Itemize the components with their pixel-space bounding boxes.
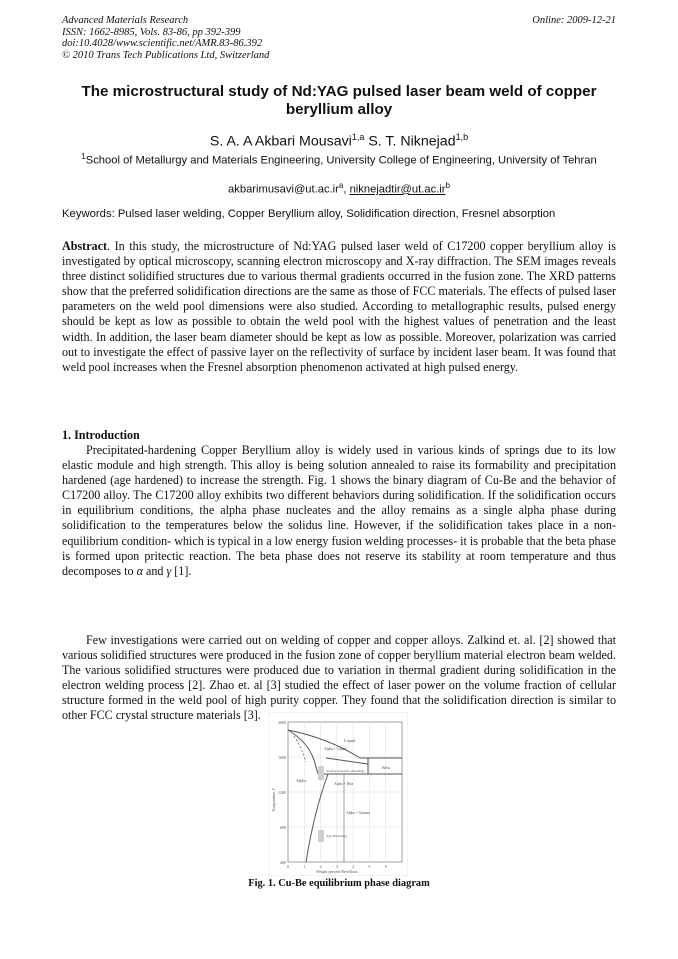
gamma-symbol: γ: [166, 563, 172, 578]
section-heading-introduction: 1. Introduction: [62, 428, 140, 442]
email-separator: ,: [343, 183, 350, 196]
affiliation-text: School of Metallurgy and Materials Engineering, University College of Engineering, University of Tehran: [85, 154, 597, 167]
label-age-hardening: Age Hardening: [326, 834, 347, 838]
intro-p1-end: [1].: [171, 563, 192, 578]
y-tick: 400: [280, 860, 286, 865]
author-emails: [62, 179, 616, 197]
journal-header: [62, 15, 616, 61]
online-date: Online: 2009-12-21: [532, 15, 616, 26]
journal-copyright: © 2010 Trans Tech Publications Ltd, Switzerland: [62, 49, 270, 61]
affiliation: [62, 150, 616, 168]
intro-paragraph-2: Few investigations were carried out on welding of copper and copper alloys. Zalkind et. al. [2] showed that various solidified structures were produced in the fusion zone of copper beryllium material electron beam welded. The various solidified structures were produced due to variation in thermal gradient during solidification in the electron welding process [2]. Zhao et. al [3] studied the effect of laser power on the volume fraction of cellular structure formed in the weld pool of high purity copper. They found that the solidification direction is similar to other FCC crystal structure materials [3].: [62, 633, 616, 723]
author-1: S. A. A Akbari Mousavi: [209, 133, 352, 150]
y-tick: 1200: [278, 790, 286, 795]
email-2-sup: b: [445, 181, 450, 190]
abstract-text: . In this study, the microstructure of Nd:YAG pulsed laser weld of C17200 copper beryllium alloy is investigated by optical microscopy, scanning electron microscopy and X-ray diffraction. The SEM images reveals three distinct solidified structures due to various thermal gradients occurred in the fusion zone. The XRD patterns show that the preferred solidification directions are the same as those of FCC materials. The effects of pulsed laser parameters on the weld pool dimensions were also studied. According to metallographic results, pulsed energy should be kept as low as possible to obtain the weld pool with the highest values of penetration and the least width. In addition, the laser beam diameter should be kept as low as possible. Moreover, polarization was carried out to investigate the effect of passive layer on the reflectivity of surface by incident laser beam. It was found that weld pool increases when the Fresnel absorption phenomenon activated at high pulsed energy.: [62, 239, 617, 374]
x-tick: 4: [352, 864, 355, 869]
journal-name: Advanced Materials Research: [62, 15, 189, 26]
label-alpha-gamma: Alpha + Gamma: [346, 811, 370, 815]
label-beta: Beta: [382, 765, 390, 770]
x-tick: 2: [319, 864, 322, 869]
solution-treatment-zone: [318, 766, 324, 780]
x-tick: 6: [384, 864, 387, 869]
keywords: Keywords: Pulsed laser welding, Copper Beryllium alloy, Solidification direction, Fresnel absorption: [62, 208, 556, 220]
email-2-link[interactable]: niknejadtir@ut.ac.ir: [349, 183, 446, 196]
y-tick: 800: [280, 825, 286, 830]
x-tick: 0: [287, 864, 289, 869]
figure-phase-diagram: [268, 712, 408, 876]
intro-paragraph-1: [62, 443, 616, 579]
author-1-sup: 1,a: [351, 132, 365, 142]
age-hardening-zone: [318, 830, 324, 842]
email-1-sup: a: [338, 181, 344, 190]
abstract-label: Abstract: [62, 239, 108, 253]
x-tick: 1: [303, 864, 306, 869]
y-axis-label: Temperature, F: [271, 787, 276, 812]
author-2: S. T. Niknejad: [368, 133, 456, 150]
phase-diagram-svg: [268, 712, 408, 876]
x-tick: 3: [335, 864, 338, 869]
figure-frame: [268, 712, 408, 876]
journal-doi: doi:10.4028/www.scientific.net/AMR.83-86.392: [62, 38, 263, 50]
label-alpha-liquid: Alpha + Liquid: [324, 747, 347, 751]
paper-title: The microstructural study of Nd:YAG pulsed laser beam weld of copper beryllium alloy: [81, 83, 597, 118]
label-solution-treatment: Solution Treatment (Annealing): [326, 769, 365, 773]
alpha-symbol: α: [136, 563, 143, 578]
label-alpha-beta: Alpha + Beta: [334, 782, 354, 786]
intro-p1-text: Precipitated-hardening Copper Beryllium alloy is widely used in various kinds of springs due to its low elastic module and high strength. This alloy is being solution annealed to raise its formability and precipitation hardened (age hardened) to increase the strength. Fig. 1 shows the binary diagram of Cu-Be and the behavior of C17200 alloy. The C17200 alloy exhibits two different behaviors during solidification. If the solidification occurs in equilibrium conditions, the alpha phase nucleates and the alloy remains as a single alpha phase during solidification to the temperatures below the solidus line. However, if the solidification takes place in a non-equilibrium condition- which is typical in a low energy fusion welding processes- it is probable that the beta phase is formed upon pritectic reaction. The beta phase does not reserve its stability at room temperature and thus decomposes to: [62, 443, 616, 578]
journal-issn: ISSN: 1662-8985, Vols. 83-86, pp 392-399: [62, 26, 241, 38]
and-text: and: [142, 563, 167, 578]
author-2-sup: 1,b: [455, 132, 469, 142]
label-liquid: Liquid: [344, 738, 356, 743]
abstract: [62, 239, 616, 375]
email-1[interactable]: akbarimusavi@ut.ac.ir: [228, 183, 339, 196]
figure-caption: Fig. 1. Cu-Be equilibrium phase diagram: [248, 878, 430, 889]
y-tick: 2000: [278, 720, 286, 725]
x-tick: 5: [368, 864, 371, 869]
y-tick: 1600: [278, 755, 286, 760]
author-line: [62, 128, 616, 151]
label-alpha: Alpha: [296, 778, 307, 783]
affiliation-sup: 1: [81, 152, 86, 161]
x-axis-label: Weight percent Beryllium: [316, 869, 358, 874]
